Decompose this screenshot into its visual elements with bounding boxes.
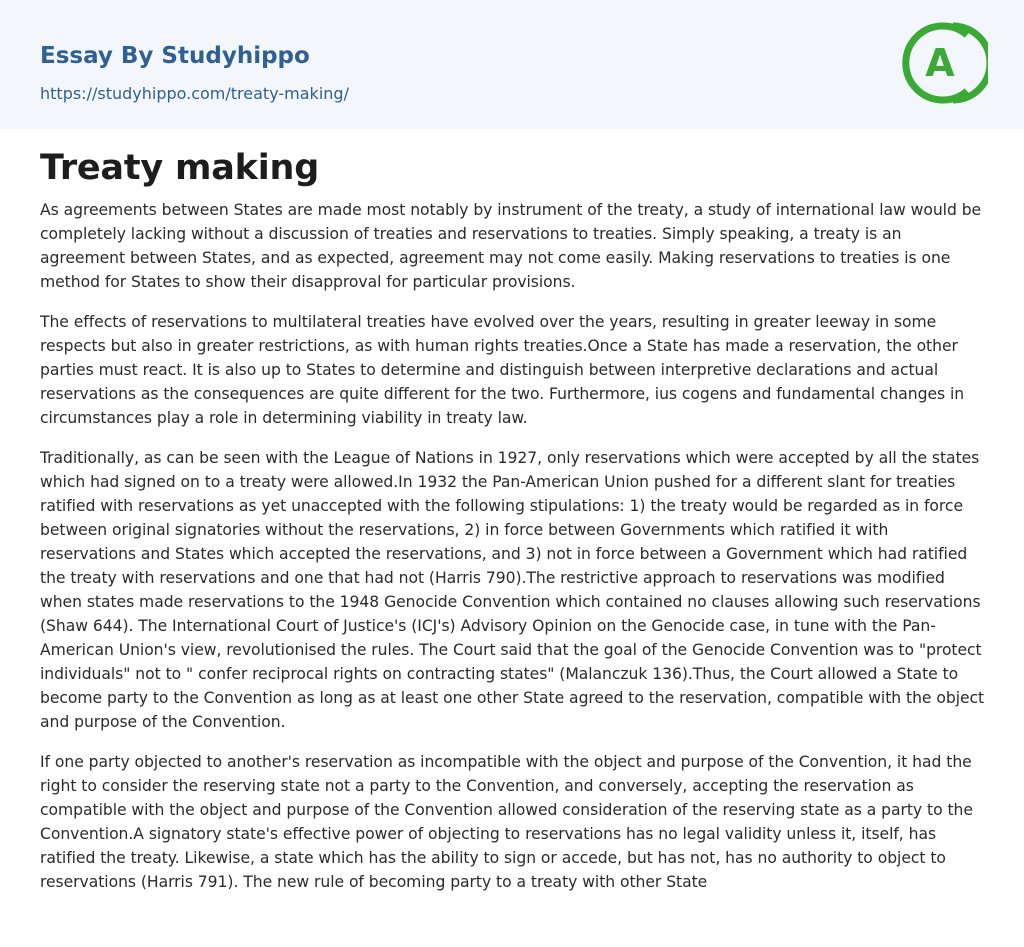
studyhippo-logo-icon[interactable] (898, 18, 988, 108)
essay-paragraph-2: The effects of reservations to multilateral treaties have evolved over the years, resulting in greater leeway in some respects but also in greater restrictions, as with human rights treaties.Once a State has made a reservation, the other parties must react. It is also up to States to determine and distinguish between interpretive declarations and actual reservations as the consequences are quite different for the two. Furthermore, ius cogens and fundamental changes in circumstances play a role in determining viability in treaty law. (40, 313, 965, 427)
essay-paragraph-4: If one party objected to another's reservation as incompatible with the object and purpose of the Convention, it had the right to consider the reserving state not a party to the Convention, and conversely, accepting the reservation as compatible with the object and purpose of the Convention allowed consideration of the reserving state as a party to the Convention.A signatory state's effective power of objecting to reservations has no legal validity unless it, itself, has ratified the treaty. Likewise, a state which has the ability to sign or accede, but has not, has no authority to object to reservations (Harris 791). The new rule of becoming party to a treaty with other State (40, 753, 973, 891)
site-header (0, 0, 1024, 129)
essay-url-link[interactable]: https://studyhippo.com/treaty-making/ (40, 84, 349, 103)
site-title[interactable]: Essay By Studyhippo (40, 43, 310, 69)
logo-letter: A (925, 41, 955, 85)
essay-paragraph-3: Traditionally, as can be seen with the League of Nations in 1927, only reservations which were accepted by all the states which had signed on to a treaty were allowed.In 1932 the Pan-American Union pushed for a different slant for treaties ratified with reservations as yet unaccepted with the following stipulations: 1) the treaty would be regarded as in force between original signatories without the reservations, 2) in force between Governments which ratified it with reservations and States which accepted the reservations, and 3) not in force between a Government which had ratified the treaty with reservations and one that had not (Harris 790).The restrictive approach to reservations was modified when states made reservations to the 1948 Genocide Convention which contained no clauses allowing such reservations (Shaw 644). The International Court of Justice's (ICJ's) Advisory Opinion on the Genocide case, in tune with the Pan-American Union's view, revolutionised the rules. The Court said that the goal of the Genocide Convention was to "protect individuals" not to " confer reciprocal rights on contracting states" (Malanczuk 136).Thus, the Court allowed a State to become party to the Convention as long as at least one other State agreed to the reservation, compatible with the object and purpose of the Convention. (40, 449, 985, 731)
essay-title: Treaty making (40, 148, 320, 188)
essay-paragraph-1: As agreements between States are made most notably by instrument of the treaty, a study of international law would be completely lacking without a discussion of treaties and reservations to treaties. Simply speaking, a treaty is an agreement between States, and as expected, agreement may not come easily. Making reservations to treaties is one method for States to show their disapproval for particular provisions. (40, 201, 982, 291)
essay-content (40, 146, 985, 910)
